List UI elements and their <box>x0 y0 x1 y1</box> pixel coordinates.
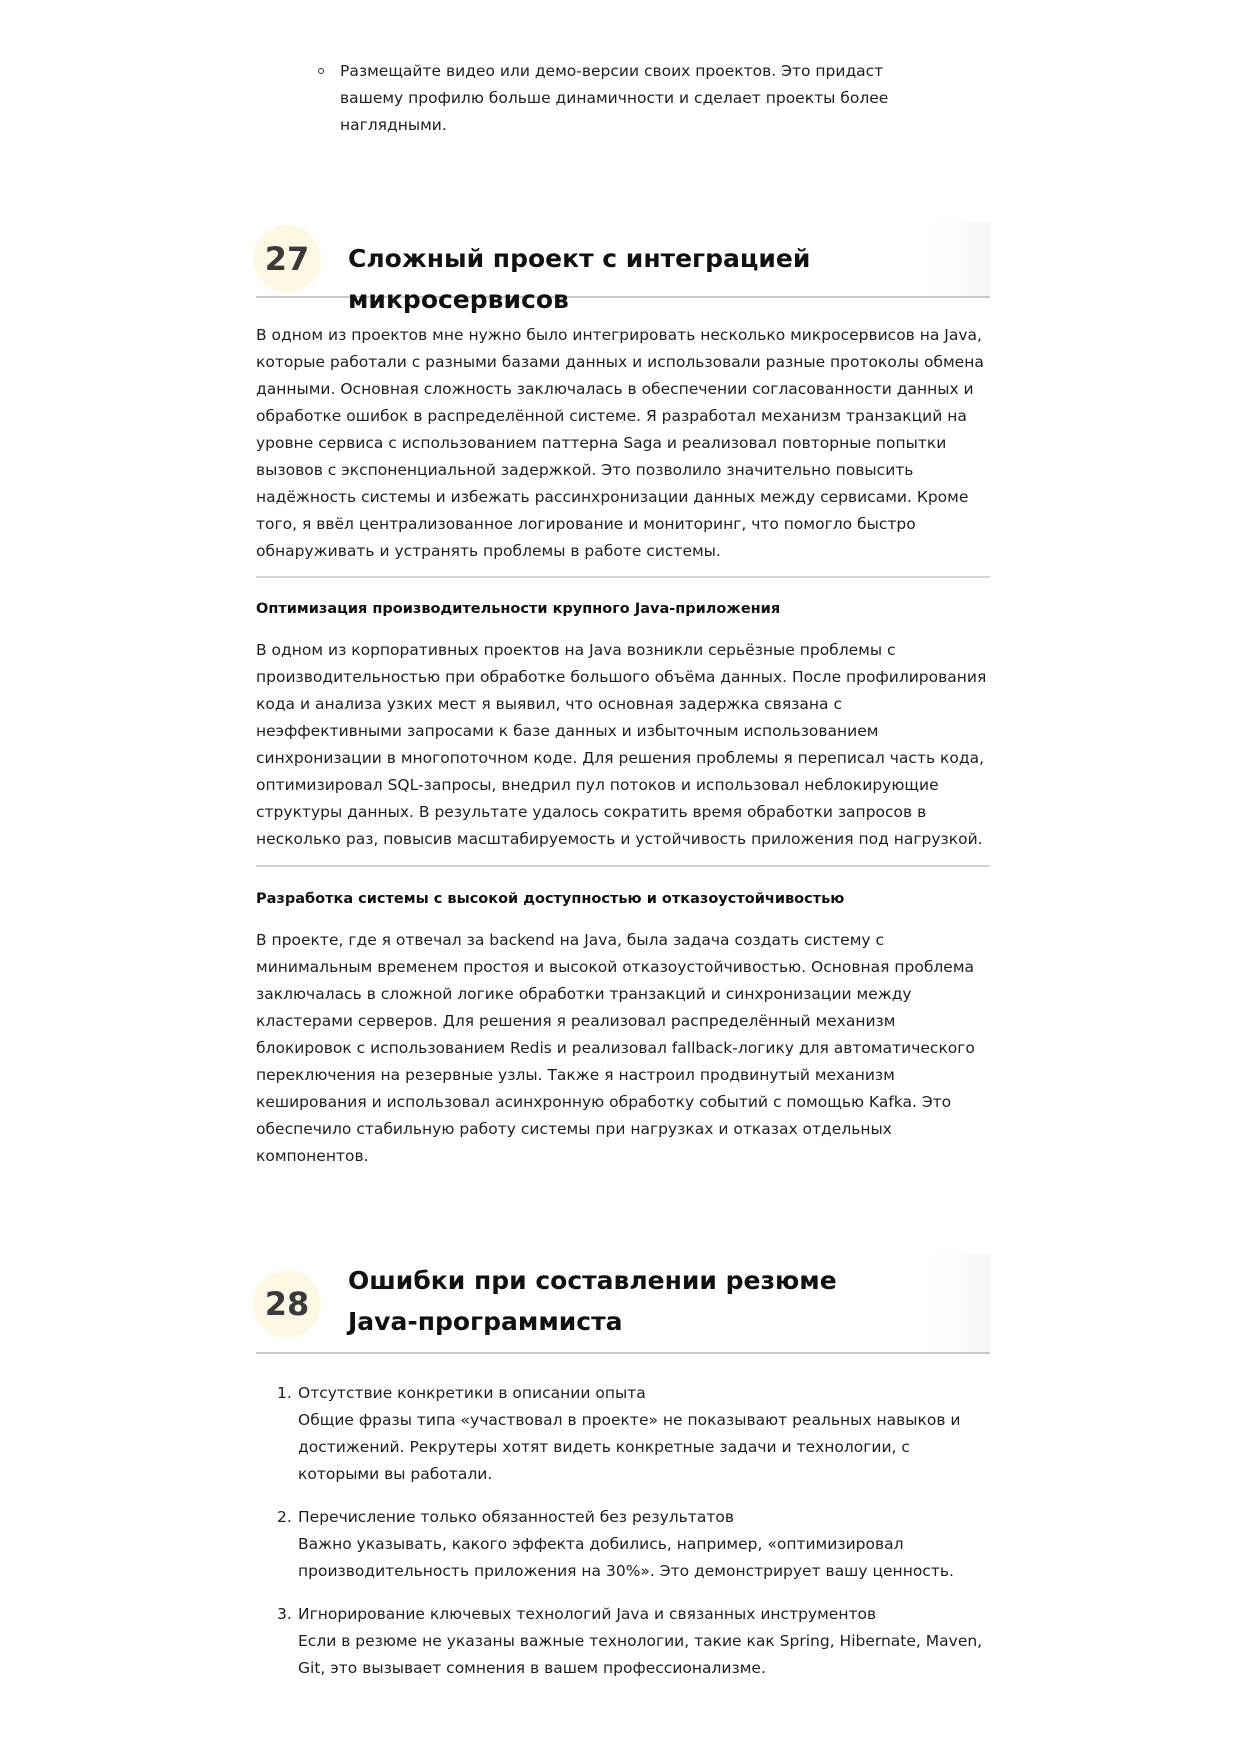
item-title: Перечисление только обязанностей без результатов <box>298 1508 734 1526</box>
item-number: 1. <box>277 1384 292 1402</box>
item-number: 3. <box>277 1605 292 1623</box>
section-number-badge: 28 <box>256 1273 318 1335</box>
item-text: Если в резюме не указаны важные технологии, такие как Spring, Hibernate, Maven, Git, это вызывает сомнения в вашем профессионализме. <box>298 1632 983 1677</box>
divider <box>256 865 990 867</box>
section-title: Ошибки при составлении резюме Java-программиста <box>348 1266 837 1336</box>
item-text: Важно указывать, какого эффекта добились, например, «оптимизировал производительность приложения на 30%». Это демонстрирует вашу ценность. <box>298 1535 954 1580</box>
section-paragraph: В одном из проектов мне нужно было интегрировать несколько микросервисов на Java, которые работали с разными базами данных и использовали разные протоколы обмена данными. Основная сложность заключалась в обеспечении согласованности данных и обработке ошибок в распределённой системе. Я разработал механизм транзакций на уровне сервиса с использованием паттерна Saga и реализовал повторные попытки вызовов с экспоненциальной задержкой. Это позволило значительно повысить надёжность системы и избежать рассинхронизации данных между сервисами. Кроме того, я ввёл централизованное логирование и мониторинг, что помогло быстро обнаруживать и устранять проблемы в работе системы. <box>256 326 984 560</box>
list-item <box>256 1380 990 1488</box>
section-28-header <box>256 1254 990 1354</box>
intro-bullet-list <box>256 58 990 139</box>
item-text: Общие фразы типа «участвовал в проекте» не показывают реальных навыков и достижений. Рекрутеры хотят видеть конкретные задачи и технологии, с которыми вы работали. <box>298 1411 961 1483</box>
subsection-paragraph: В проекте, где я отвечал за backend на Java, была задача создать систему с минимальным временем простоя и высокой отказоустойчивостью. Основная проблема заключалась в сложной логике обработки транзакций и синхронизации между кластерами серверов. Для решения я реализовал распределённый механизм блокировок с использованием Redis и реализовал fallback-логику для автоматического переключения на резервные узлы. Также я настроил продвинутый механизм кеширования и использовал асинхронную обработку событий с помощью Kafka. Это обеспечило стабильную работу системы при нагрузках и отказах отдельных компонентов. <box>256 931 975 1165</box>
circle-bullet-icon <box>318 68 324 74</box>
header-shade <box>930 1254 990 1352</box>
section-title: Сложный проект с интеграцией микросервисов <box>348 244 811 314</box>
divider <box>256 576 990 578</box>
item-title: Игнорирование ключевых технологий Java и связанных инструментов <box>298 1605 877 1623</box>
item-number: 2. <box>277 1508 292 1526</box>
list-item <box>256 1504 990 1585</box>
subsection-title: Оптимизация производительности крупного Java-приложения <box>256 601 781 617</box>
section-number-badge: 27 <box>256 228 318 290</box>
bullet-text: Размещайте видео или демо-версии своих проектов. Это придаст вашему профилю больше динамичности и сделает проекты более наглядными. <box>340 62 889 134</box>
subsection-paragraph: В одном из корпоративных проектов на Java возникли серьёзные проблемы с производительностью при обработке большого объёма данных. После профилирования кода и анализа узких мест я выявил, что основная задержка связана с неэффективными запросами к базе данных и избыточным использованием синхронизации в многопоточном коде. Для решения проблемы я переписал часть кода, оптимизировал SQL-запросы, внедрил пул потоков и использовал неблокирующие структуры данных. В результате удалось сократить время обработки запросов в несколько раз, повысив масштабируемость и устойчивость приложения под нагрузкой. <box>256 641 987 848</box>
item-title: Отсутствие конкретики в описании опыта <box>298 1384 646 1402</box>
errors-numbered-list <box>256 1380 990 1698</box>
header-shade <box>930 222 990 296</box>
subsection-title: Разработка системы с высокой доступностью и отказоустойчивостью <box>256 891 845 907</box>
list-item <box>256 58 900 139</box>
section-27-header <box>256 222 990 314</box>
list-item <box>256 1601 990 1682</box>
